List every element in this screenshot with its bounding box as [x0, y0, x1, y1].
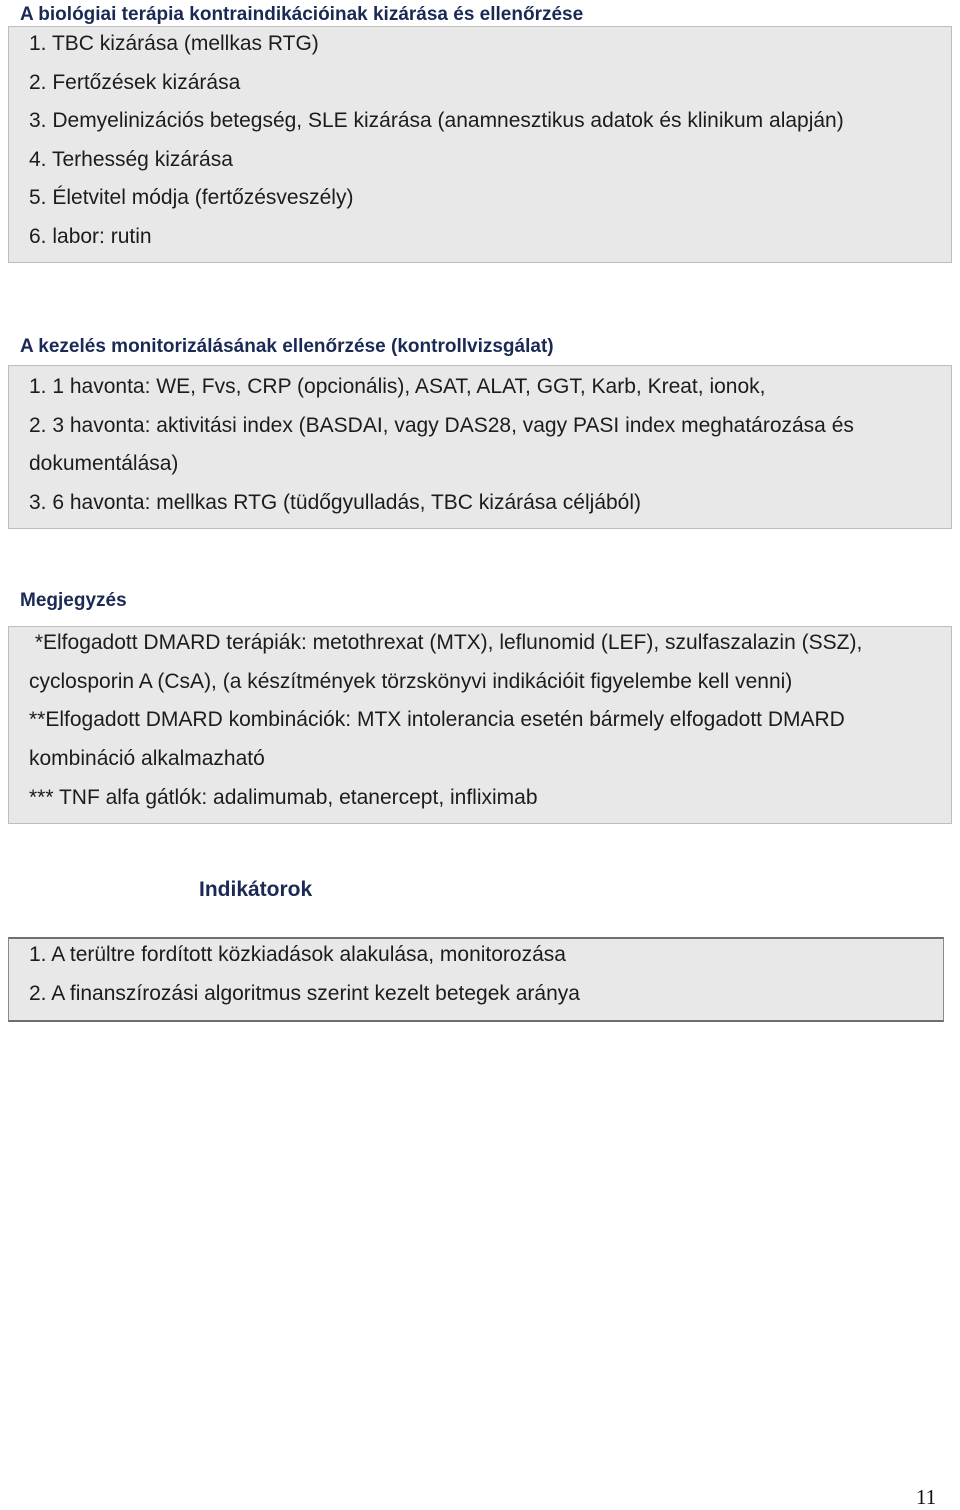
list-item: cyclosporin A (CsA), (a készítmények törzskönyvi indikációit figyelembe kell venni) — [29, 670, 793, 693]
indicators-box — [8, 937, 944, 1022]
list-item: 3. Demyelinizációs betegség, SLE kizárása (anamnesztikus adatok és klinikum alapján) — [29, 109, 844, 132]
page-number: 11 — [916, 1485, 937, 1509]
list-item: 3. 6 havonta: mellkas RTG (tüdőgyulladás, TBC kizárása céljából) — [29, 491, 642, 514]
note-box — [8, 626, 952, 824]
contraindications-box — [8, 26, 952, 263]
list-item: *Elfogadott DMARD terápiák: metothrexat (MTX), leflunomid (LEF), szulfaszalazin (SSZ), — [29, 631, 863, 654]
list-item: 2. 3 havonta: aktivitási index (BASDAI, vagy DAS28, vagy PASI index meghatározása és — [29, 414, 854, 437]
list-item: 1. 1 havonta: WE, Fvs, CRP (opcionális), ASAT, ALAT, GGT, Karb, Kreat, ionok, — [29, 375, 766, 398]
list-item: dokumentálása) — [29, 452, 179, 475]
list-item: 1. A terültre fordított közkiadások alakulása, monitorozása — [29, 943, 566, 966]
list-item: 2. A finanszírozási algoritmus szerint kezelt betegek aránya — [29, 982, 580, 1005]
list-item: 2. Fertőzések kizárása — [29, 71, 241, 94]
section-title-note: Megjegyzés — [20, 590, 127, 611]
list-item: 6. labor: rutin — [29, 225, 152, 248]
list-item: **Elfogadott DMARD kombinációk: MTX intolerancia esetén bármely elfogadott DMARD — [29, 708, 845, 731]
list-item: 4. Terhesség kizárása — [29, 148, 233, 171]
list-item: 5. Életvitel módja (fertőzésveszély) — [29, 186, 354, 209]
list-item: *** TNF alfa gátlók: adalimumab, etanercept, infliximab — [29, 786, 538, 809]
section-title-monitoring: A kezelés monitorizálásának ellenőrzése (kontrollvizsgálat) — [20, 336, 554, 357]
list-item: kombináció alkalmazható — [29, 747, 265, 770]
list-item: 1. TBC kizárása (mellkas RTG) — [29, 32, 319, 55]
section-title-indicators: Indikátorok — [199, 878, 313, 901]
monitoring-box — [8, 365, 952, 529]
section-title-contraindications: A biológiai terápia kontraindikációinak kizárása és ellenőrzése — [20, 4, 584, 25]
